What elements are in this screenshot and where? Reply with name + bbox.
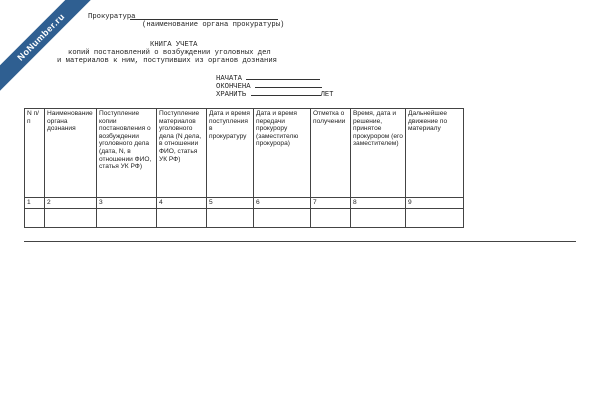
watermark-text: NoNumber.ru bbox=[15, 11, 67, 63]
column-number: 1 bbox=[25, 198, 45, 209]
header-cell-further-action: Дальнейшее движение по материалу bbox=[406, 109, 464, 198]
keep-label: ХРАНИТЬ bbox=[216, 91, 247, 99]
empty-cell bbox=[45, 208, 97, 227]
header-cell-case-materials: Поступление материалов уголовного дела (N дела, в отношении ФИО, статья УК РФ) bbox=[157, 109, 207, 198]
header-row bbox=[25, 109, 464, 198]
keep-line bbox=[251, 95, 321, 96]
column-number: 8 bbox=[351, 198, 406, 209]
prosecutor-label: Прокуратура bbox=[88, 13, 136, 21]
header-cell-resolution-copy: Поступление копии постановления о возбуждении уголовного дела (дата, N, в отношении ФИО, статья УК РФ) bbox=[97, 109, 157, 198]
empty-cell bbox=[351, 208, 406, 227]
header-cell-receipt-mark: Отметка о получении bbox=[311, 109, 351, 198]
keep-field bbox=[216, 91, 333, 99]
book-title: КНИГА УЧЕТА bbox=[150, 41, 198, 49]
ended-line bbox=[255, 87, 322, 88]
header-cell-number: N п/п bbox=[25, 109, 45, 198]
empty-cell bbox=[406, 208, 464, 227]
header-cell-transfer-date: Дата и время передачи прокурору (заместителю прокурора) bbox=[254, 109, 311, 198]
prosecutor-caption: (наименование органа прокуратуры) bbox=[142, 21, 285, 29]
column-number: 5 bbox=[207, 198, 254, 209]
empty-cell bbox=[97, 208, 157, 227]
empty-cell bbox=[311, 208, 351, 227]
empty-cell bbox=[25, 208, 45, 227]
ended-field bbox=[216, 83, 322, 91]
ledger-table bbox=[24, 108, 464, 228]
empty-cell bbox=[157, 208, 207, 227]
column-number: 9 bbox=[406, 198, 464, 209]
started-label: НАЧАТА bbox=[216, 75, 242, 83]
column-number: 3 bbox=[97, 198, 157, 209]
book-subtitle-line1: копий постановлений о возбуждении уголовных дел bbox=[68, 49, 271, 57]
prosecutor-underline bbox=[130, 19, 278, 20]
page-bottom-rule bbox=[24, 241, 576, 242]
book-subtitle-line2: и материалов к ним, поступивших из органов дознания bbox=[57, 57, 277, 65]
empty-cell bbox=[254, 208, 311, 227]
header-cell-decision: Время, дата и решение, принятое прокурором (его заместителем) bbox=[351, 109, 406, 198]
column-number: 6 bbox=[254, 198, 311, 209]
column-number-row bbox=[25, 198, 464, 209]
started-field bbox=[216, 75, 320, 83]
empty-cell bbox=[207, 208, 254, 227]
column-number: 4 bbox=[157, 198, 207, 209]
column-number: 7 bbox=[311, 198, 351, 209]
header-cell-receipt-date: Дата и время поступления в прокуратуру bbox=[207, 109, 254, 198]
keep-years-label: ЛЕТ bbox=[320, 91, 334, 99]
empty-entry-row bbox=[25, 208, 464, 227]
header-cell-agency: Наименование органа дознания bbox=[45, 109, 97, 198]
ended-label: ОКОНЧЕНА bbox=[216, 83, 251, 91]
column-number: 2 bbox=[45, 198, 97, 209]
started-line bbox=[246, 79, 320, 80]
